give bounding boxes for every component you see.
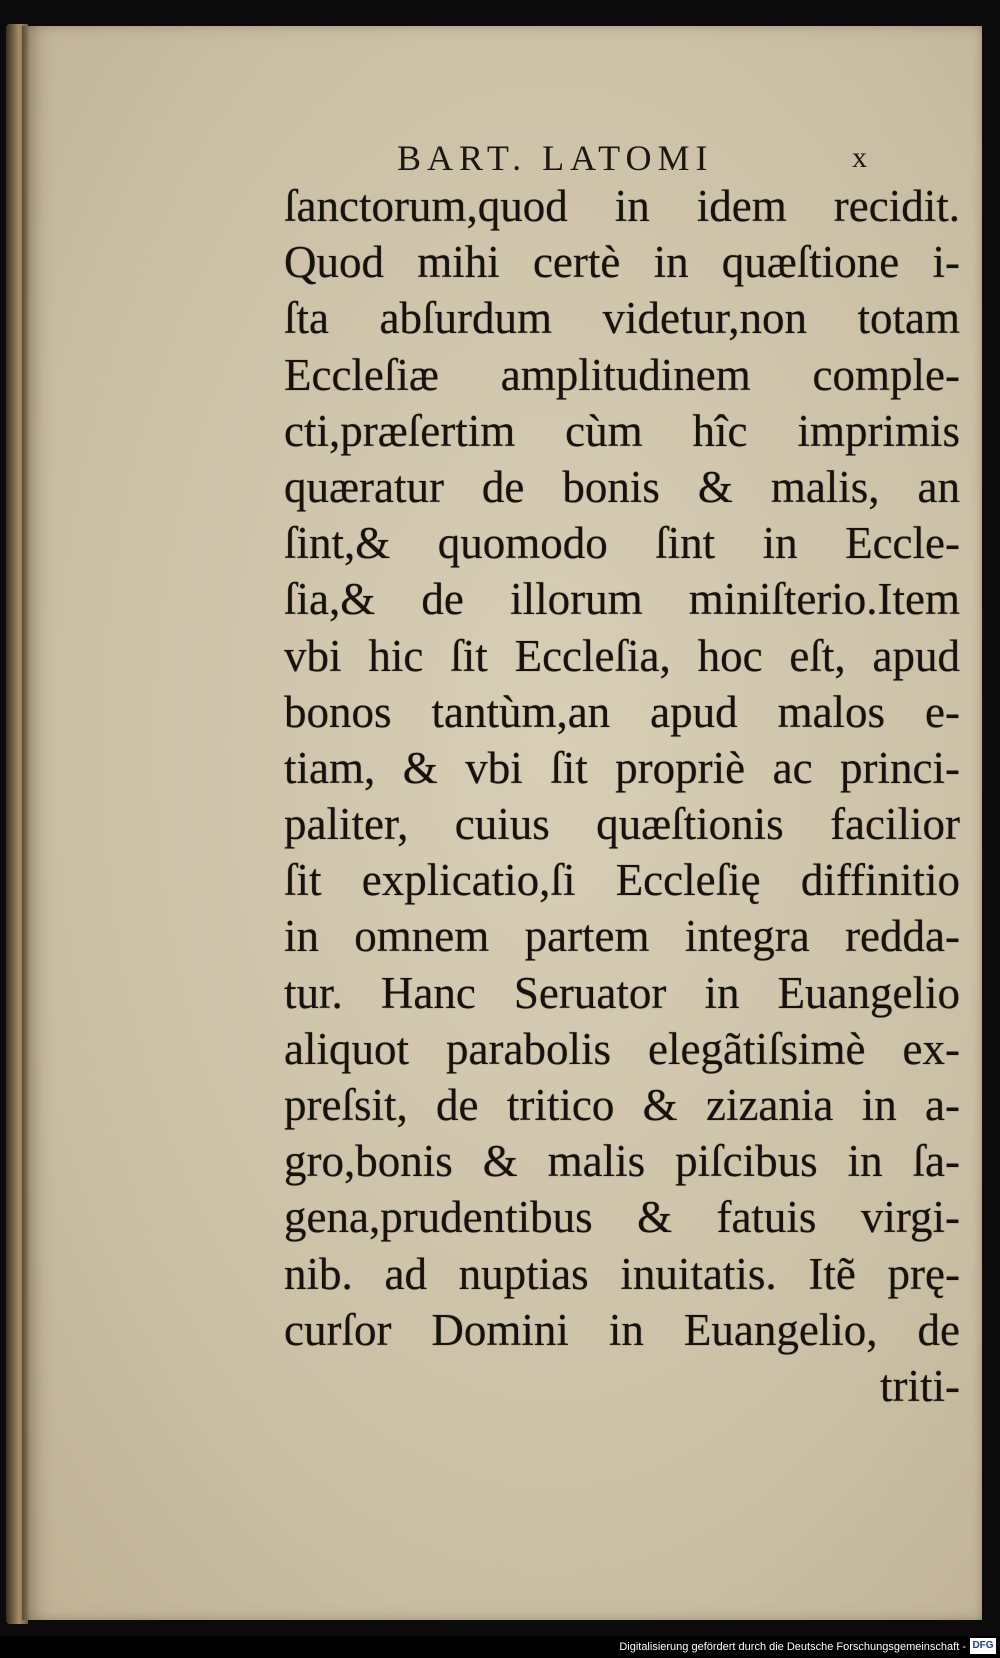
text-line: tiam, & vbi ſit propriè ac princi- bbox=[284, 742, 960, 793]
funding-credit: Digitalisierung gefördert durch die Deutsche Forschungsgemeinschaft - bbox=[619, 1641, 966, 1653]
text-line: gena,prudentibus & fatuis virgi- bbox=[284, 1192, 960, 1243]
dfg-logo: DFG bbox=[970, 1638, 996, 1654]
body-text bbox=[284, 178, 960, 1414]
text-line: paliter, cuius quæſtionis facilior bbox=[284, 799, 960, 850]
text-line: cti,præſertim cùm hîc imprimis bbox=[284, 405, 960, 456]
text-line: ſanctorum,quod in idem recidit. bbox=[284, 181, 960, 231]
text-line: in omnem partem integra redda- bbox=[284, 911, 960, 962]
text-line: ſint,& quomodo ſint in Eccle- bbox=[284, 518, 960, 569]
text-line: curſor Domini in Euangelio, de bbox=[284, 1304, 960, 1355]
catchword: triti- bbox=[880, 1360, 960, 1411]
running-head bbox=[22, 134, 982, 182]
folio-number: x bbox=[852, 141, 867, 174]
running-head-title: BART. LATOMI bbox=[397, 138, 714, 178]
text-line: preſsit, de tritico & zizania in a- bbox=[284, 1080, 960, 1130]
text-line: ſia,& de illorum miniſterio.Item bbox=[284, 574, 960, 625]
text-line: Quod mihi certè in quæſtione i- bbox=[284, 237, 960, 288]
text-line: nib. ad nuptias inuitatis. Itẽ prę- bbox=[284, 1248, 960, 1299]
text-line: gro,bonis & malis piſcibus in ſa- bbox=[284, 1136, 960, 1187]
text-line: aliquot parabolis elegãtiſsimè ex- bbox=[284, 1023, 960, 1074]
text-line: ſit explicatio,ſi Eccleſię diffinitio bbox=[284, 855, 960, 906]
text-line: ſta abſurdum videtur,non totam bbox=[284, 293, 960, 344]
book-page bbox=[22, 26, 982, 1620]
page-gutter-shadow bbox=[22, 26, 30, 1620]
text-line: Eccleſiæ amplitudinem comple- bbox=[284, 349, 960, 400]
digitization-footer bbox=[0, 1636, 1000, 1658]
text-line: tur. Hanc Seruator in Euangelio bbox=[284, 967, 960, 1018]
text-line: bonos tantùm,an apud malos e- bbox=[284, 686, 960, 737]
text-line: vbi hic ſit Eccleſia, hoc eſt, apud bbox=[284, 630, 960, 681]
text-line: quæratur de bonis & malis, an bbox=[284, 461, 960, 512]
